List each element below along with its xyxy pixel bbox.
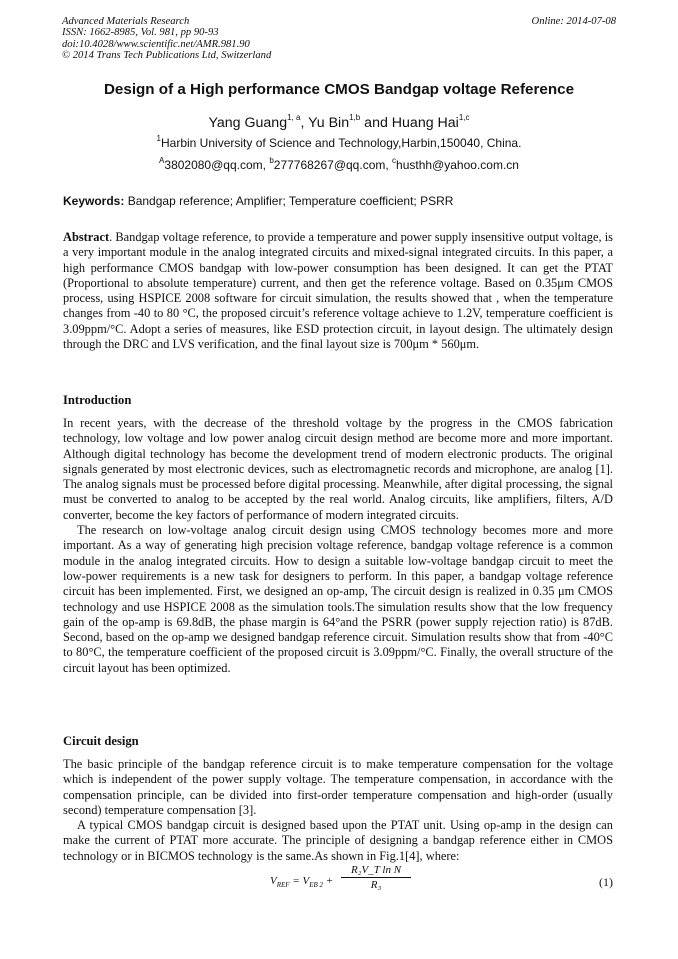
abstract-text: . Bandgap voltage reference, to provide a temperature and power supply insensitive output voltage, is a very important module in the analog integrated circuits and mixed-signal integrated circuits. In this paper, a high performance CMOS bandgap with low-power consumption has been designed. It can get the PTAT (Proportional to absolute temperature) current, and then get the reference voltage. Based on 0.35μm CMOS process, using HSPICE 2008 software for circuit simulation, the results showed that , when the temperature changes from -40 to 80 °C, the proposed circuit’s reference voltage achieve to 1.2V, temperature coefficient is 3.09ppm/°C. Adopt a series of measures, like ESD protection circuit, in layout design. The ultimately design through the DRC and LVS verification, and the final layout size is 700μm * 560μm. bbox=[63, 230, 613, 352]
equation-fraction bbox=[341, 864, 411, 891]
email[interactable]: 3802080@qq.com, bbox=[164, 158, 270, 172]
keywords-text: Bandgap reference; Amplifier; Temperature coefficient; PSRR bbox=[124, 194, 454, 208]
author-sup: 1, a bbox=[287, 113, 301, 122]
equation-denominator: R₃ bbox=[370, 879, 382, 891]
author-name: Yu Bin bbox=[308, 115, 350, 131]
author-line bbox=[0, 115, 678, 131]
author-separator: , bbox=[300, 115, 309, 131]
doi-link[interactable]: doi:10.4028/www.scientific.net/AMR.981.90 bbox=[62, 38, 250, 50]
journal-name: Advanced Materials Research bbox=[62, 16, 190, 27]
abstract-label: Abstract bbox=[63, 230, 110, 244]
paper-title: Design of a High performance CMOS Bandgap voltage Reference bbox=[103, 81, 575, 98]
affiliation bbox=[0, 136, 678, 150]
online-date: Online: 2014-07-08 bbox=[531, 16, 616, 27]
affiliation-text: Harbin University of Science and Technology,Harbin,150040, China. bbox=[161, 136, 522, 150]
email-sup: b bbox=[269, 156, 274, 165]
issn: ISSN: 1662-8985, Vol. 981, pp 90-93 bbox=[62, 27, 219, 39]
circuit-design-body bbox=[63, 757, 613, 864]
email[interactable]: 277768267@qq.com, bbox=[273, 158, 393, 172]
affiliation-sup: 1 bbox=[156, 134, 161, 143]
keywords-label: Keywords: bbox=[63, 194, 125, 208]
section-heading-introduction: Introduction bbox=[63, 393, 132, 407]
author-separator: and bbox=[360, 115, 392, 131]
page-header bbox=[62, 16, 616, 62]
section-heading-circuit-design: Circuit design bbox=[63, 734, 139, 748]
keywords bbox=[63, 194, 453, 208]
equation-1 bbox=[270, 864, 613, 902]
copyright: © 2014 Trans Tech Publications Ltd, Switzerland bbox=[62, 50, 272, 62]
equation-number: (1) bbox=[599, 875, 613, 889]
author-name: Huang Hai bbox=[391, 115, 459, 131]
email-line bbox=[0, 158, 678, 172]
email-sup: A bbox=[159, 156, 165, 165]
paragraph: The research on low-voltage analog circuit design using CMOS technology becomes more and more important. As a way of generating high precision voltage reference, bandgap voltage reference is a common module in the analog integrated circuits. How to design a suitable low-voltage bandgap circuit to meet the low-power requirements is a new task for designers to perform. In this paper, a bandgap voltage reference circuit has been implemented. First, we designed an op-amp, The circuit design is realized in 0.35 μm CMOS technology and use HSPICE 2008 as the simulation tools.The simulation results show that the low frequency gain of the op-amp is 69.8dB, the phase margin is 64°and the PSRR (power supply rejection ratio) is 87dB. Second, based on the op-amp we designed bandgap reference circuit. Simulation results show that from -40°C to 80°C, the temperature coefficient of the proposed circuit is 3.09ppm/°C. Finally, the overall structure of the circuit layout has been optimized. bbox=[63, 523, 613, 675]
email[interactable]: husthh@yahoo.com.cn bbox=[396, 158, 519, 172]
paragraph: A typical CMOS bandgap circuit is designed based upon the PTAT unit. Using op-amp in the design can make the current of PTAT more accurate. The principle of designing a bandgap reference either in CMOS technology or in BICMOS technology is the same.As shown in Fig.1[4], where: bbox=[63, 818, 613, 863]
author-name: Yang Guang bbox=[208, 115, 288, 131]
email-sup: c bbox=[392, 156, 397, 165]
paragraph: In recent years, with the decrease of the threshold voltage by the progress in the CMOS fabrication technology, low voltage and low power analog circuit design method are become more and more important. Although digital technology has become the development trend of modern electronic products. The original signals generated by most electronic devices, such as electromagnetic records and microphone, are analog [1]. The analog signals must be processed before digital processing. Meanwhile, after digital processing, the signal must be converted to analog to be accepted by the real world. Analog circuits, like amplifiers, filters, A/D converter, become the key factors of performance of modern integrated circuits. bbox=[63, 416, 613, 522]
equation-lhs: $V_{REF} = V_{EB 2}$ + bbox=[270, 875, 334, 890]
abstract bbox=[63, 230, 613, 352]
equation-numerator: R₂V_T ln N bbox=[341, 864, 411, 878]
paragraph: The basic principle of the bandgap reference circuit is to make temperature compensation for the voltage which is independent of the power supply voltage. The temperature compensation, in accordance with the compensation principle, can be divided into first-order temperature compensation and high-order (usually second) temperature compensation [3]. bbox=[63, 757, 613, 817]
introduction-body bbox=[63, 416, 613, 676]
author-sup: 1,c bbox=[458, 113, 470, 122]
author-sup: 1,b bbox=[349, 113, 361, 122]
